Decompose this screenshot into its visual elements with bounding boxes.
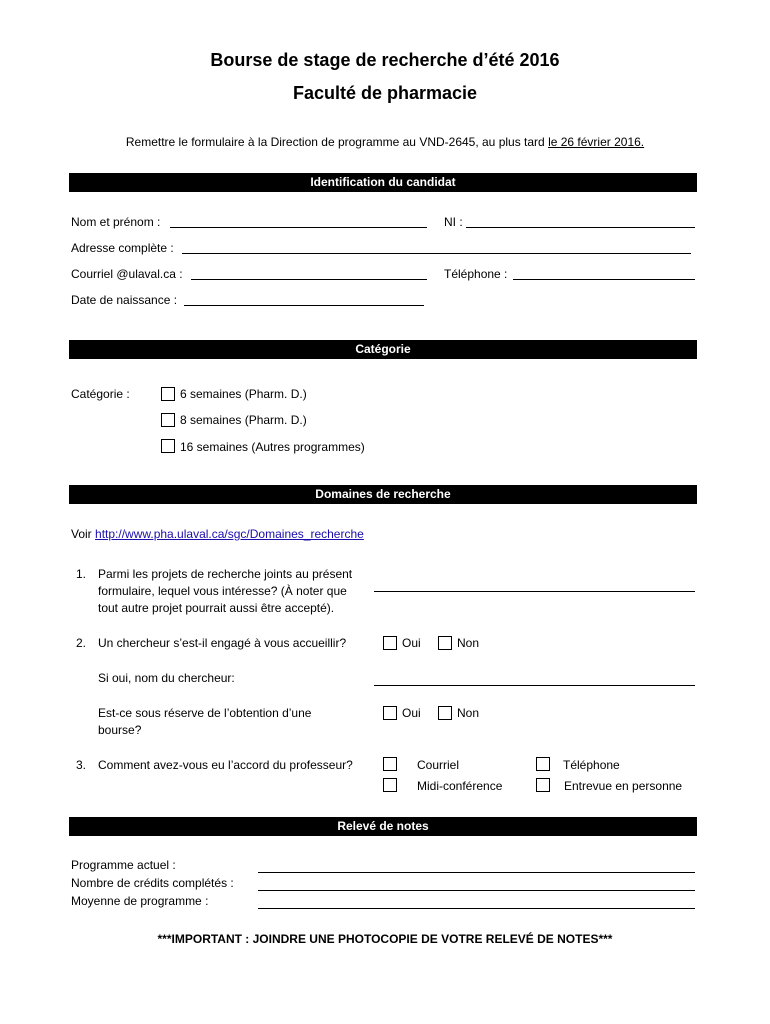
moyenne-field[interactable] (258, 908, 695, 909)
bourse-oui-label: Oui (402, 706, 421, 720)
form-subtitle: Faculté de pharmacie (292, 83, 478, 103)
q2-oui-label: Oui (402, 636, 421, 650)
courriel-label: Courriel @ulaval.ca : (71, 267, 183, 281)
courriel-checkbox[interactable] (383, 757, 397, 771)
categorie-label: Catégorie : (71, 387, 130, 401)
bourse-question-line: bourse? (98, 723, 142, 737)
voir-line (71, 527, 364, 542)
form-title: Bourse de stage de recherche d’été 2016 (210, 50, 560, 70)
telephone-field[interactable] (513, 279, 695, 280)
categorie-6-semaines-checkbox[interactable] (161, 387, 175, 401)
nom-field[interactable] (170, 227, 427, 228)
telephone-checkbox[interactable] (536, 757, 550, 771)
naissance-field[interactable] (184, 305, 424, 306)
categorie-8-semaines-checkbox[interactable] (161, 413, 175, 427)
q1-answer-field[interactable] (374, 591, 695, 592)
adresse-label: Adresse complète : (71, 241, 174, 255)
entrevue-checkbox[interactable] (536, 778, 550, 792)
nom-label: Nom et prénom : (71, 215, 161, 229)
section-header-releve: Relevé de notes (69, 817, 697, 836)
naissance-label: Date de naissance : (71, 293, 178, 307)
important-notice: ***IMPORTANT : JOINDRE UNE PHOTOCOPIE DE VOTRE RELEVÉ DE NOTES*** (157, 932, 613, 946)
moyenne-label: Moyenne de programme : (71, 894, 209, 908)
section-header-categorie: Catégorie (69, 340, 697, 359)
q1-text-line: Parmi les projets de recherche joints au présent (98, 567, 353, 581)
q2-non-checkbox[interactable] (438, 636, 452, 650)
entrevue-option-label: Entrevue en personne (564, 779, 683, 793)
section-header-identification: Identification du candidat (69, 173, 697, 192)
bourse-question-line: Est-ce sous réserve de l’obtention d’une (98, 706, 312, 720)
q3-text: Comment avez-vous eu l’accord du professeur? (98, 758, 353, 772)
categorie-option-label: 8 semaines (Pharm. D.) (180, 413, 307, 427)
q2-text: Un chercheur s’est-il engagé à vous accueillir? (98, 636, 347, 650)
telephone-label: Téléphone : (444, 267, 508, 281)
instruction-text: Remettre le formulaire à la Direction de programme au VND-2645, au plus tard (125, 135, 549, 149)
programme-label: Programme actuel : (71, 858, 176, 872)
midi-conference-option-label: Midi-conférence (417, 779, 503, 793)
telephone-option-label: Téléphone (563, 758, 620, 772)
voir-label: Voir (71, 527, 96, 541)
bourse-non-checkbox[interactable] (438, 706, 452, 720)
q2-oui-checkbox[interactable] (383, 636, 397, 650)
credits-field[interactable] (258, 890, 695, 891)
q1-number: 1. (76, 567, 87, 581)
q3-number: 3. (76, 758, 87, 772)
courriel-option-label: Courriel (417, 758, 460, 772)
q2-number: 2. (76, 636, 87, 650)
credits-label: Nombre de crédits complétés : (71, 876, 234, 890)
section-header-domaines: Domaines de recherche (69, 485, 697, 504)
chercheur-label: Si oui, nom du chercheur: (98, 671, 235, 685)
chercheur-field[interactable] (374, 685, 695, 686)
bourse-non-label: Non (457, 706, 480, 720)
domaines-link[interactable]: http://www.pha.ulaval.ca/sgc/Domaines_recherche (95, 527, 364, 541)
bourse-oui-checkbox[interactable] (383, 706, 397, 720)
q1-text-line: tout autre projet pourrait aussi être accepté). (98, 601, 335, 615)
submission-instruction (0, 135, 770, 150)
deadline-text: le 26 février 2016. (548, 135, 645, 149)
courriel-field[interactable] (191, 279, 427, 280)
adresse-field[interactable] (182, 253, 691, 254)
midi-conference-checkbox[interactable] (383, 778, 397, 792)
q1-text-line: formulaire, lequel vous intéresse? (À noter que (98, 584, 347, 598)
ni-field[interactable] (466, 227, 695, 228)
categorie-16-semaines-checkbox[interactable] (161, 439, 175, 453)
ni-label: NI : (444, 215, 463, 229)
categorie-option-label: 16 semaines (Autres programmes) (180, 440, 365, 454)
q2-non-label: Non (457, 636, 480, 650)
programme-field[interactable] (258, 872, 695, 873)
categorie-option-label: 6 semaines (Pharm. D.) (180, 387, 307, 401)
